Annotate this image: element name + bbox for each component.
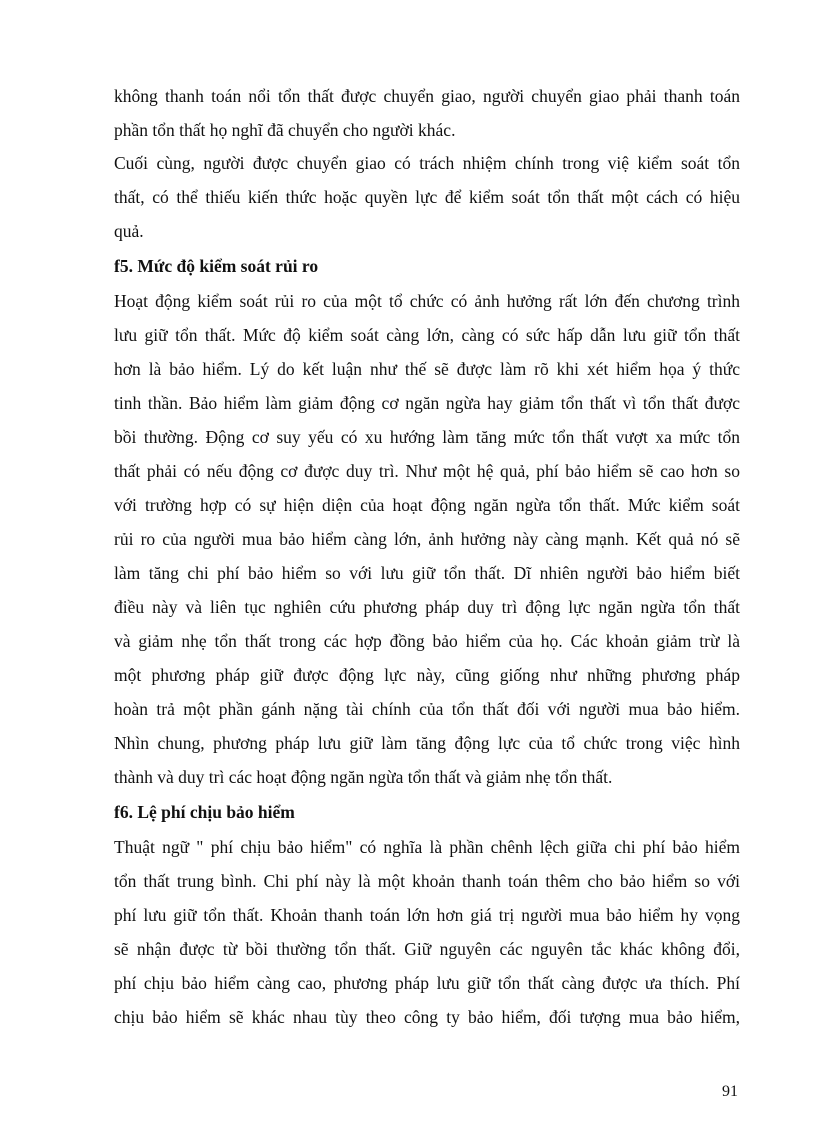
paragraph-line: hoàn trả một phần gánh nặng tài chính của tổn thất đối với người mua bảo hiểm. [114, 699, 740, 719]
paragraph-line: làm tăng chi phí bảo hiểm so với lưu giữ tổn thất. Dĩ nhiên người bảo hiểm biết [114, 563, 740, 583]
section-heading-f6: f6. Lệ phí chịu bảo hiểm [114, 802, 295, 822]
paragraph-line: chịu bảo hiểm sẽ khác nhau tùy theo công ty bảo hiểm, đối tượng mua bảo hiểm, [114, 1007, 740, 1027]
paragraph-line: Nhìn chung, phương pháp lưu giữ làm tăng động lực của tổ chức trong việc hình [114, 733, 740, 753]
section-heading-f5: f5. Mức độ kiểm soát rủi ro [114, 256, 319, 276]
paragraph-line: lưu giữ tổn thất. Mức độ kiểm soát càng lớn, càng có sức hấp dẫn lưu giữ tổn thất [114, 325, 740, 345]
paragraph-line: thành và duy trì các hoạt động ngăn ngừa tổn thất và giảm nhẹ tổn thất. [114, 767, 613, 787]
paragraph-line: tinh thần. Bảo hiểm làm giảm động cơ ngăn ngừa hay giảm tổn thất vì tổn thất được [114, 393, 740, 413]
paragraph-line: tổn thất trung bình. Chi phí này là một khoản thanh toán thêm cho bảo hiểm so với [114, 871, 740, 891]
paragraph-line: bồi thường. Động cơ suy yếu có xu hướng làm tăng mức tổn thất vượt xa mức tổn [114, 427, 740, 447]
paragraph-line: quả. [114, 221, 144, 241]
paragraph-line: rủi ro của người mua bảo hiểm càng lớn, ảnh hưởng này càng mạnh. Kết quả nó sẽ [114, 529, 740, 549]
paragraph-line: thất, có thể thiếu kiến thức hoặc quyền lực để kiểm soát tổn thất một cách có hiệu [114, 187, 740, 207]
paragraph-line: với trường hợp có sự hiện diện của hoạt động ngăn ngừa tổn thất. Mức kiểm soát [114, 495, 740, 515]
paragraph-line: sẽ nhận được từ bồi thường tổn thất. Giữ nguyên các nguyên tắc khác không đổi, [114, 939, 740, 959]
paragraph-line: phần tổn thất họ nghĩ đã chuyển cho người khác. [114, 120, 456, 140]
paragraph-line: Cuối cùng, người được chuyển giao có trách nhiệm chính trong việ kiểm soát tổn [114, 153, 740, 173]
paragraph-line: Thuật ngữ " phí chịu bảo hiểm" có nghĩa là phần chênh lệch giữa chi phí bảo hiểm [114, 837, 740, 857]
page-number: 91 [722, 1083, 738, 1100]
paragraph-line: phí lưu giữ tổn thất. Khoản thanh toán lớn hơn giá trị người mua bảo hiểm hy vọng [114, 905, 740, 925]
paragraph-line: một phương pháp giữ được động lực này, cũng giống như những phương pháp [114, 665, 740, 685]
paragraph-line: phí chịu bảo hiểm càng cao, phương pháp lưu giữ tổn thất càng được ưa thích. Phí [114, 973, 740, 993]
paragraph-line: không thanh toán nổi tổn thất được chuyển giao, người chuyển giao phải thanh toán [114, 86, 740, 106]
paragraph-line: hơn là bảo hiểm. Lý do kết luận như thế sẽ được làm rõ khi xét hiểm họa ý thức [114, 359, 740, 379]
paragraph-line: Hoạt động kiểm soát rủi ro của một tổ chức có ảnh hưởng rất lớn đến chương trình [114, 291, 740, 311]
paragraph-line: và giảm nhẹ tổn thất trong các hợp đồng bảo hiểm của họ. Các khoản giảm trừ là [114, 631, 740, 651]
paragraph-line: điều này và liên tục nghiên cứu phương pháp duy trì động lực ngăn ngừa tổn thất [114, 597, 740, 617]
paragraph-line: thất phải có nếu động cơ được duy trì. Như một hệ quả, phí bảo hiểm sẽ cao hơn so [114, 461, 740, 481]
